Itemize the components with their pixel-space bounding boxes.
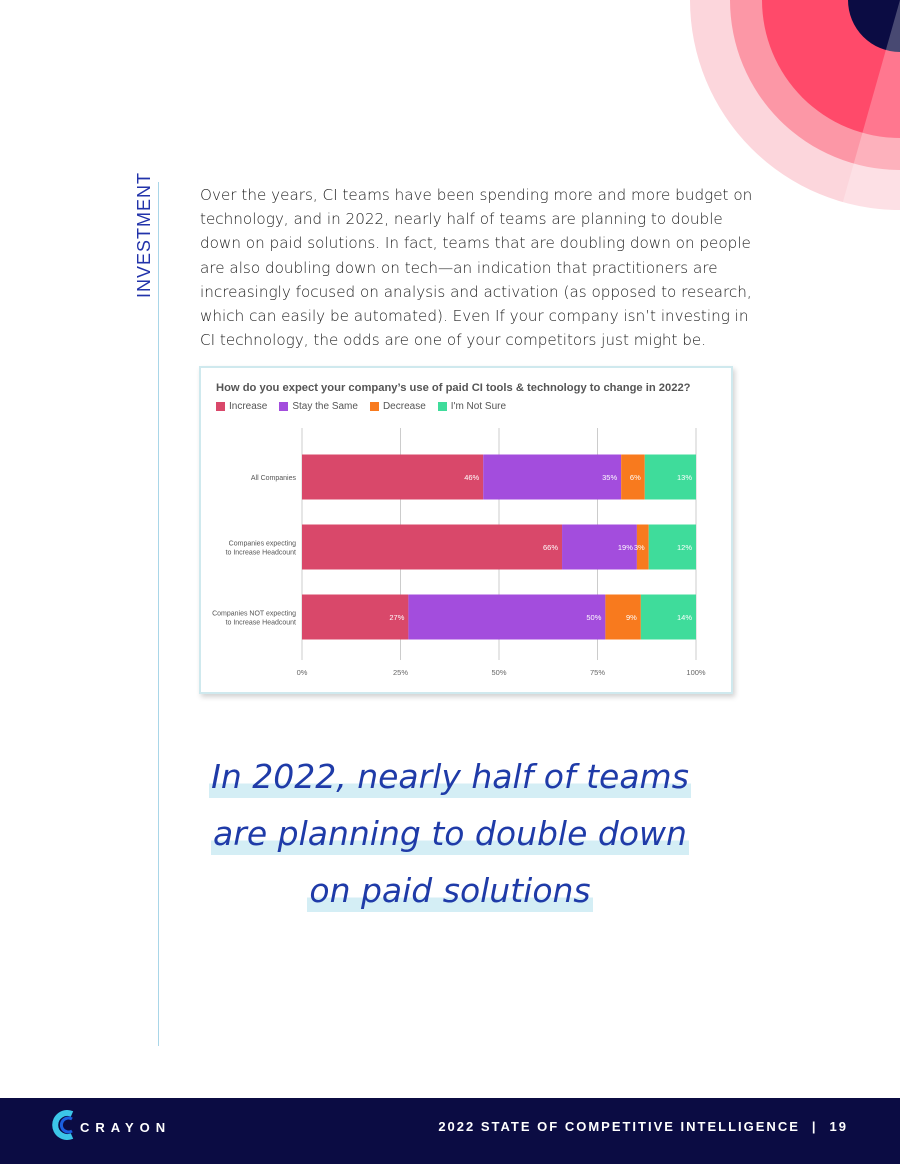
- category-label: All Companies: [250, 475, 296, 482]
- data-label: 66%: [543, 543, 559, 552]
- data-label: 3%: [633, 543, 645, 552]
- stacked-bar-plot: [201, 368, 731, 692]
- x-tick-label: 0%: [296, 668, 308, 677]
- bar-segment: [408, 595, 605, 640]
- legend-label: Increase: [229, 401, 268, 412]
- legend-label: Decrease: [382, 401, 426, 412]
- quote-line: on paid solutions: [307, 862, 592, 919]
- x-tick-label: 75%: [589, 668, 606, 677]
- chart-card: [199, 366, 733, 694]
- x-tick-label: 50%: [491, 668, 507, 677]
- data-label: 14%: [676, 613, 692, 622]
- footer-separator: |: [811, 1119, 818, 1134]
- category-label: Companies expecting: [228, 540, 296, 548]
- category-label: to Increase Headcount: [225, 619, 296, 627]
- category-label: Companies NOT expecting: [212, 610, 296, 618]
- data-label: 27%: [389, 613, 405, 622]
- crayon-logo-icon: [52, 1110, 78, 1140]
- section-label: INVESTMENT: [134, 172, 154, 299]
- intro-paragraph: Over the years, CI teams have been spending more and more budget on technology, and in 2022, nearly half of teams are planning to double down on paid solutions. In fact, teams that are doubling down on people are also doubling down on tech—an indication that practitioners are increasingly focused on analysis and activation (as opposed to research, which can easily be automated). Even If your company isn’t investing in CI technology, the odds are one of your competitors just might be.: [200, 186, 753, 350]
- report-title: 2022 STATE OF COMPETITIVE INTELLIGENCE: [438, 1119, 800, 1134]
- pull-quote: [0, 748, 900, 919]
- data-label: 46%: [464, 473, 480, 482]
- data-label: 35%: [602, 473, 618, 482]
- data-label: 12%: [676, 543, 692, 552]
- footer-bar: [0, 1098, 900, 1164]
- bar-segment: [302, 525, 562, 570]
- legend-label: Stay the Same: [292, 401, 358, 412]
- data-label: 6%: [629, 473, 641, 482]
- x-tick-label: 25%: [392, 668, 409, 677]
- bar-segment: [302, 455, 483, 500]
- quote-line: are planning to double down: [211, 805, 689, 862]
- data-label: 50%: [586, 613, 602, 622]
- data-label: 19%: [617, 543, 633, 552]
- bar-segment: [483, 455, 621, 500]
- chart-title: How do you expect your company’s use of paid CI tools & technology to change in 2022?: [216, 382, 691, 394]
- x-tick-label: 100%: [686, 668, 706, 677]
- legend-label: I'm Not Sure: [450, 401, 507, 412]
- data-label: 9%: [625, 613, 637, 622]
- data-label: 13%: [676, 473, 692, 482]
- page-number: 19: [829, 1119, 848, 1134]
- quote-line: In 2022, nearly half of teams: [209, 748, 691, 805]
- report-title-row: [438, 1119, 848, 1134]
- brand-name: CRAYON: [80, 1120, 172, 1135]
- category-label: to Increase Headcount: [225, 549, 296, 557]
